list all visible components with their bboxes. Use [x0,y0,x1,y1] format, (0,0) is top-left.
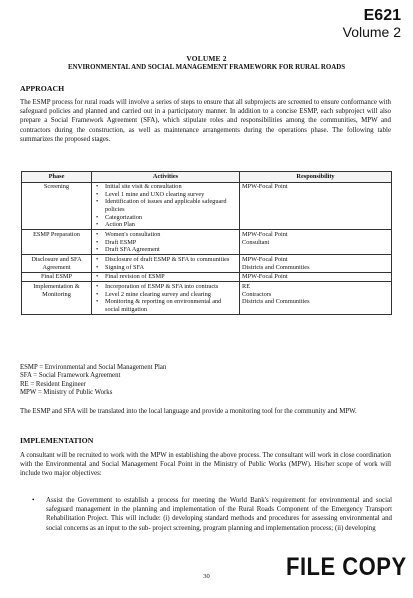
phase-cell: Final ESMP [22,272,92,282]
activity-item: • Incorporation of ESMP & SFA into contracts [105,283,237,291]
responsibility-cell [240,182,392,230]
responsible-party: MPW-Focal Point [242,230,288,238]
activity-item: • Disclosure of draft ESMP & SFA to communities [105,256,237,264]
approach-paragraph: The ESMP process for rural roads will involve a series of steps to ensure that all subprojects are screened to ensure conformance with safeguard policies and planned and carried out in a participatory manner. In addition to a concise ESMP, each subproject will also prepare a Social Framework Agreement (SFA), which stipulate roles and responsibilities among the communities, MPW and contractors during the construction, as well as maintenance arrangements during the operations phase. The following table summarizes the proposed stages. [20,99,391,143]
responsible-party: MPW-Focal Point [242,255,288,263]
activity-item: • Signing of SFA [105,264,237,272]
table-row [22,282,392,315]
table-row [22,230,392,255]
responsible-party: Districts and Communities [242,298,310,306]
responsibility-cell [240,272,392,282]
abbreviation-item: SFA = Social Framework Agreement [20,372,121,380]
document-code: E621 [363,7,401,24]
header-phase: Phase [22,172,92,183]
activity-item: • Identification of issues and applicable safeguard policies [105,198,237,213]
framework-title: ENVIRONMENTAL AND SOCIAL MANAGEMENT FRAMEWORK FOR RURAL ROADS [67,64,346,71]
activity-item: • Level 2 mine clearing survey and clearing [105,291,237,299]
table-row [22,255,392,272]
page-number: 30 [203,573,210,580]
responsible-party: Contractors [242,290,272,298]
responsible-party: Consultant [242,238,270,246]
responsible-party: MPW-Focal Point [242,183,288,191]
activity-item: • Draft ESMP [105,239,237,247]
activity-item: • Action Plan [105,221,237,229]
responsible-party: Districts and Communities [242,263,310,271]
activities-cell [92,255,240,272]
file-copy-stamp: FILE COPY [286,551,407,581]
stages-table [21,171,392,315]
activity-item: • Final revision of ESMP [105,273,237,281]
table-header-row [22,172,392,183]
responsibility-cell [240,255,392,272]
implementation-heading: IMPLEMENTATION [20,436,94,445]
activity-item: • Initial site visit & consultation [105,183,237,191]
responsibility-cell [240,282,392,315]
activity-item: • Categorization [105,214,237,222]
activity-item: • Women's consultation [105,231,237,239]
phase-cell: Screening [22,182,92,230]
approach-heading: APPROACH [20,84,65,93]
phase-cell: Implementation & Monitoring [22,282,92,315]
implementation-bullet: Assist the Government to establish a process for meeting the World Bank's requirement for environmental and social safeguard management in the planning and implementation of the Rural Roads Component of the Emergency Transport Rehabilitation Project. This will include: (i) developing standard methods and procedures for assessing environmental and social concerns as an input to the sub- project screening, program planning and implementation process; (ii) developing [46,497,392,532]
abbreviation-item: MPW = Ministry of Public Works [20,388,113,396]
volume-title: VOLUME 2 [186,54,227,63]
activities-cell [92,230,240,255]
responsible-party: MPW-Focal Point [242,273,288,281]
translation-note: The ESMP and SFA will be translated into the local language and provide a monitoring tool for the community and MPW. [20,408,357,415]
phase-cell: ESMP Preparation [22,230,92,255]
header-responsibility: Responsibility [240,172,392,183]
abbreviation-item: RE = Resident Engineer [20,380,86,388]
activities-cell [92,282,240,315]
volume-label: Volume 2 [342,24,401,40]
responsibility-cell [240,230,392,255]
activity-item: • Monitoring & reporting on environmental and social mitigation [105,298,237,313]
table-row [22,272,392,282]
implementation-paragraph: A consultant will be recruited to work with the MPW in establishing the above process. The consultant will work in close coordination with the Environmental and Social Management Focal Point in the Ministry of Public Works (MPW). His/her scope of work will include two major objectives: [20,452,392,478]
activities-cell [92,182,240,230]
bullet-marker: • [32,496,35,504]
header-activities: Activities [92,172,240,183]
table-row [22,182,392,230]
phase-cell: Disclosure and SFA Agreement [22,255,92,272]
activity-item: • Draft SFA Agreement [105,246,237,254]
activity-item: • Level 1 mine and UXO clearing survey [105,191,237,199]
abbreviation-item: ESMP = Environmental and Social Management Plan [20,364,167,371]
responsible-party: RE [242,283,251,291]
activities-cell [92,272,240,282]
abbreviation-list [20,364,166,397]
